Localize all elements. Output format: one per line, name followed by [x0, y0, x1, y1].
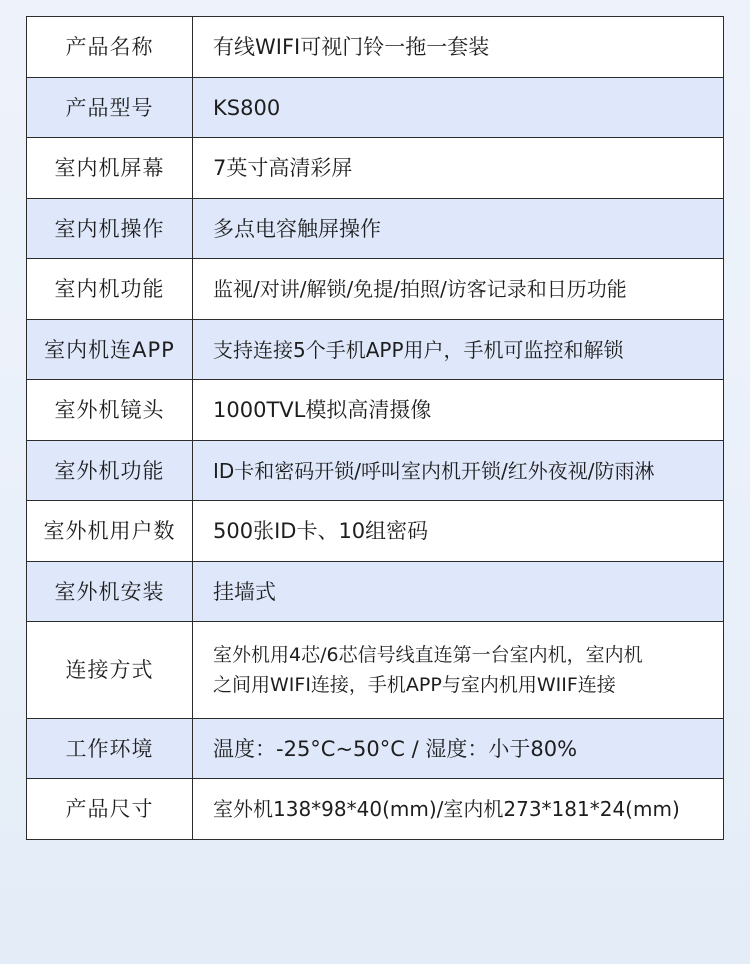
row-value: 有线WIFI可视门铃一拖一套装 [193, 17, 724, 78]
table-row [27, 441, 724, 501]
spec-table [26, 16, 724, 840]
row-label: 产品型号 [27, 78, 193, 138]
row-value: 温度：-25°C~50°C / 湿度：小于80% [193, 719, 724, 779]
row-value-line: 室外机用4芯/6芯信号线直连第一台室内机，室内机 [213, 644, 643, 666]
row-label: 产品名称 [27, 17, 193, 78]
row-label: 室外机用户数 [27, 501, 193, 562]
row-label: 室外机安装 [27, 562, 193, 622]
row-label: 产品尺寸 [27, 779, 193, 840]
row-label: 室内机屏幕 [27, 138, 193, 199]
row-value: 支持连接5个手机APP用户，手机可监控和解锁 [193, 320, 724, 380]
row-value: ID卡和密码开锁/呼叫室内机开锁/红外夜视/防雨淋 [193, 441, 724, 501]
row-label: 室内机功能 [27, 259, 193, 320]
table-row [27, 501, 724, 562]
table-row [27, 78, 724, 138]
row-label: 室外机功能 [27, 441, 193, 501]
row-label: 室外机镜头 [27, 380, 193, 441]
row-value: KS800 [193, 78, 724, 138]
row-value: 室外机138*98*40(mm)/室内机273*181*24(mm) [193, 779, 724, 840]
row-value [193, 622, 724, 719]
row-label: 室内机连APP [27, 320, 193, 380]
table-row [27, 199, 724, 259]
row-value-line: 之间用WIFI连接，手机APP与室内机用WIIF连接 [213, 674, 616, 696]
table-row [27, 320, 724, 380]
row-value: 多点电容触屏操作 [193, 199, 724, 259]
table-row [27, 380, 724, 441]
table-row [27, 259, 724, 320]
row-label: 室内机操作 [27, 199, 193, 259]
table-row [27, 138, 724, 199]
table-row [27, 779, 724, 840]
row-value: 500张ID卡、10组密码 [193, 501, 724, 562]
row-value: 监视/对讲/解锁/免提/拍照/访客记录和日历功能 [193, 259, 724, 320]
row-label: 工作环境 [27, 719, 193, 779]
table-row [27, 562, 724, 622]
row-value: 7英寸高清彩屏 [193, 138, 724, 199]
table-row [27, 719, 724, 779]
row-label: 连接方式 [27, 622, 193, 719]
row-value: 挂墙式 [193, 562, 724, 622]
table-row [27, 622, 724, 719]
row-value: 1000TVL模拟高清摄像 [193, 380, 724, 441]
table-row [27, 17, 724, 78]
